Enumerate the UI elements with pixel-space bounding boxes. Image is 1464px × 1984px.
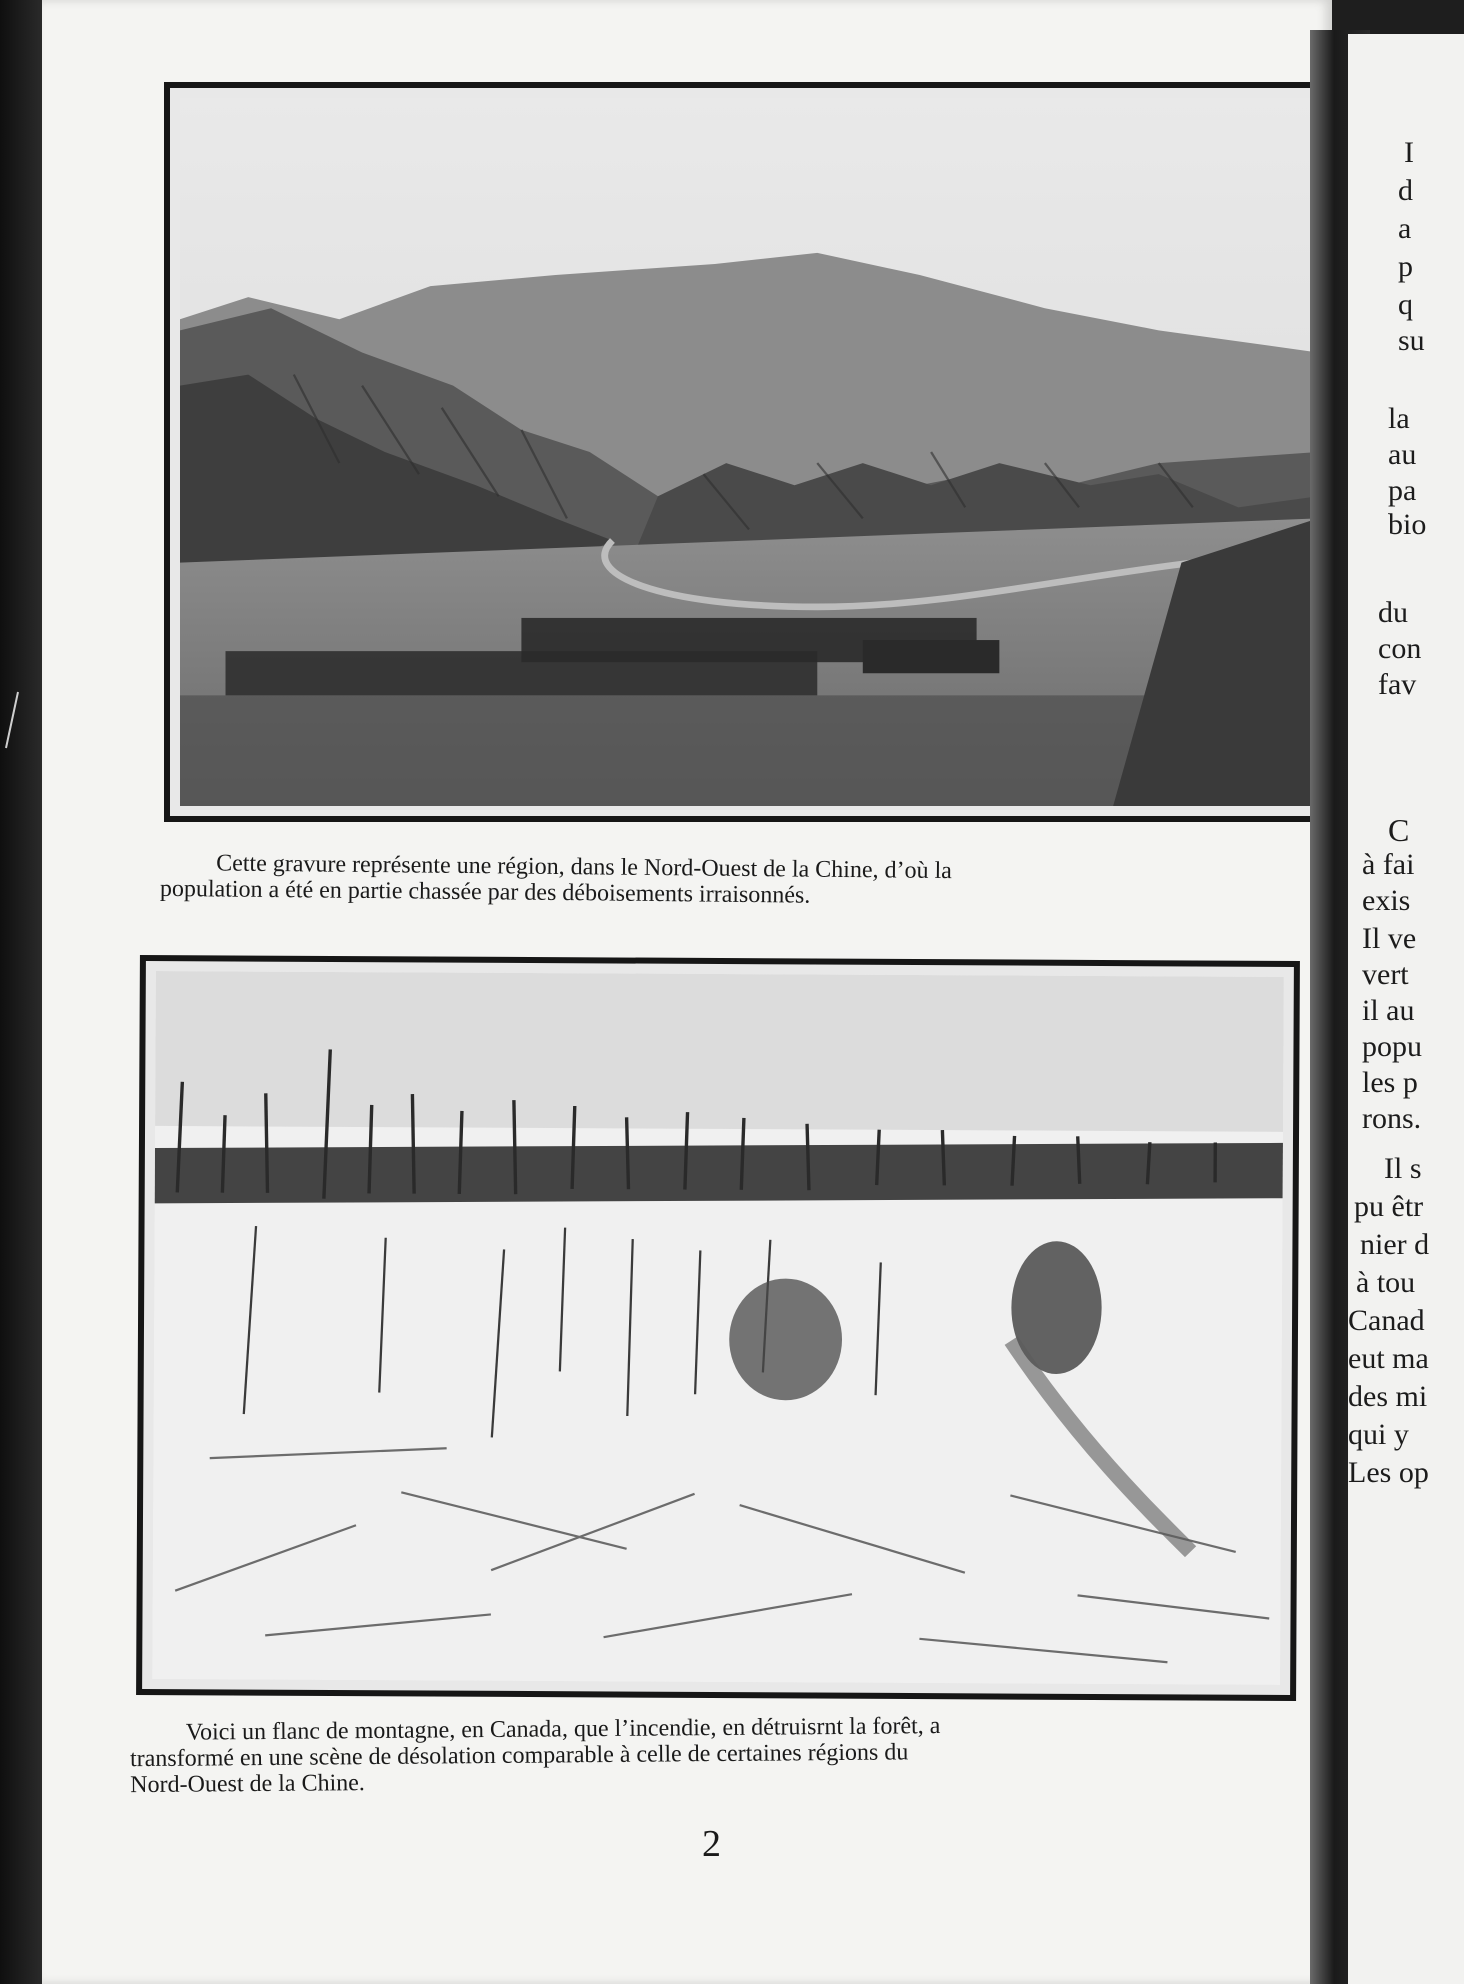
right-text-fragment: q	[1398, 288, 1413, 321]
right-text-fragment: nier d	[1360, 1228, 1430, 1261]
caption-china	[160, 850, 1340, 914]
caption-china-line2: population a été en partie chassée par des déboisements irraisonnés.	[159, 875, 811, 909]
right-text-fragment: exis	[1362, 884, 1411, 917]
scan-edge-left	[0, 0, 42, 1984]
right-text-fragment: eut ma	[1348, 1342, 1429, 1375]
right-text-fragment: il au	[1362, 994, 1415, 1027]
right-text-fragment: des mi	[1348, 1380, 1428, 1413]
right-text-fragment: du	[1378, 596, 1408, 629]
caption-canada-line3: Nord-Ouest de la Chine.	[130, 1770, 365, 1799]
right-text-fragment: vert	[1362, 958, 1409, 991]
photo-china-landscape	[164, 82, 1334, 822]
right-text-fragment: qui y	[1348, 1418, 1409, 1451]
china-landscape-image	[180, 98, 1318, 806]
right-text-fragment: I	[1404, 136, 1414, 169]
right-text-fragment: Les op	[1348, 1456, 1429, 1489]
right-text-fragment: popu	[1362, 1030, 1422, 1063]
right-text-fragment: C	[1388, 812, 1410, 848]
right-text-fragment: Il ve	[1362, 922, 1417, 955]
right-text-fragment: bio	[1388, 508, 1427, 541]
right-text-fragment: à tou	[1356, 1266, 1416, 1299]
right-text-fragment: con	[1378, 632, 1422, 665]
pen-mark	[0, 690, 20, 750]
right-text-fragment: rons.	[1362, 1102, 1422, 1135]
right-text-fragment: pu êtr	[1354, 1190, 1424, 1223]
right-text-fragment: a	[1398, 212, 1412, 245]
caption-china-line1: Cette gravure représente une région, dans le Nord-Ouest de la Chine, d’où la	[216, 850, 953, 885]
right-text-fragment: d	[1398, 174, 1413, 207]
right-text-fragment: la	[1388, 402, 1410, 435]
caption-canada-line2: transformé en une scène de désolation comparable à celle de certaines régions du	[129, 1739, 909, 1773]
right-text-fragment: p	[1398, 250, 1413, 283]
right-text-fragment: Il s	[1384, 1152, 1422, 1185]
right-text-fragment: Canad	[1348, 1304, 1425, 1337]
right-text-fragment: fav	[1378, 668, 1417, 701]
right-text-fragment: les p	[1362, 1066, 1418, 1099]
right-text-fragment: au	[1388, 438, 1417, 471]
caption-canada	[130, 1710, 1311, 1798]
right-text-fragment: à fai	[1362, 848, 1415, 881]
page-number: 2	[702, 1823, 721, 1865]
right-page-fragment	[1348, 34, 1464, 1984]
left-page	[42, 0, 1332, 1984]
photo-canada-burned-forest	[136, 955, 1300, 1701]
canada-burned-forest-image	[152, 971, 1284, 1685]
right-text-fragment: pa	[1388, 474, 1417, 507]
caption-canada-line1: Voici un flanc de montagne, en Canada, que l’incendie, en détruisrnt la forêt, a	[185, 1713, 941, 1746]
right-text-fragment: su	[1398, 324, 1425, 357]
